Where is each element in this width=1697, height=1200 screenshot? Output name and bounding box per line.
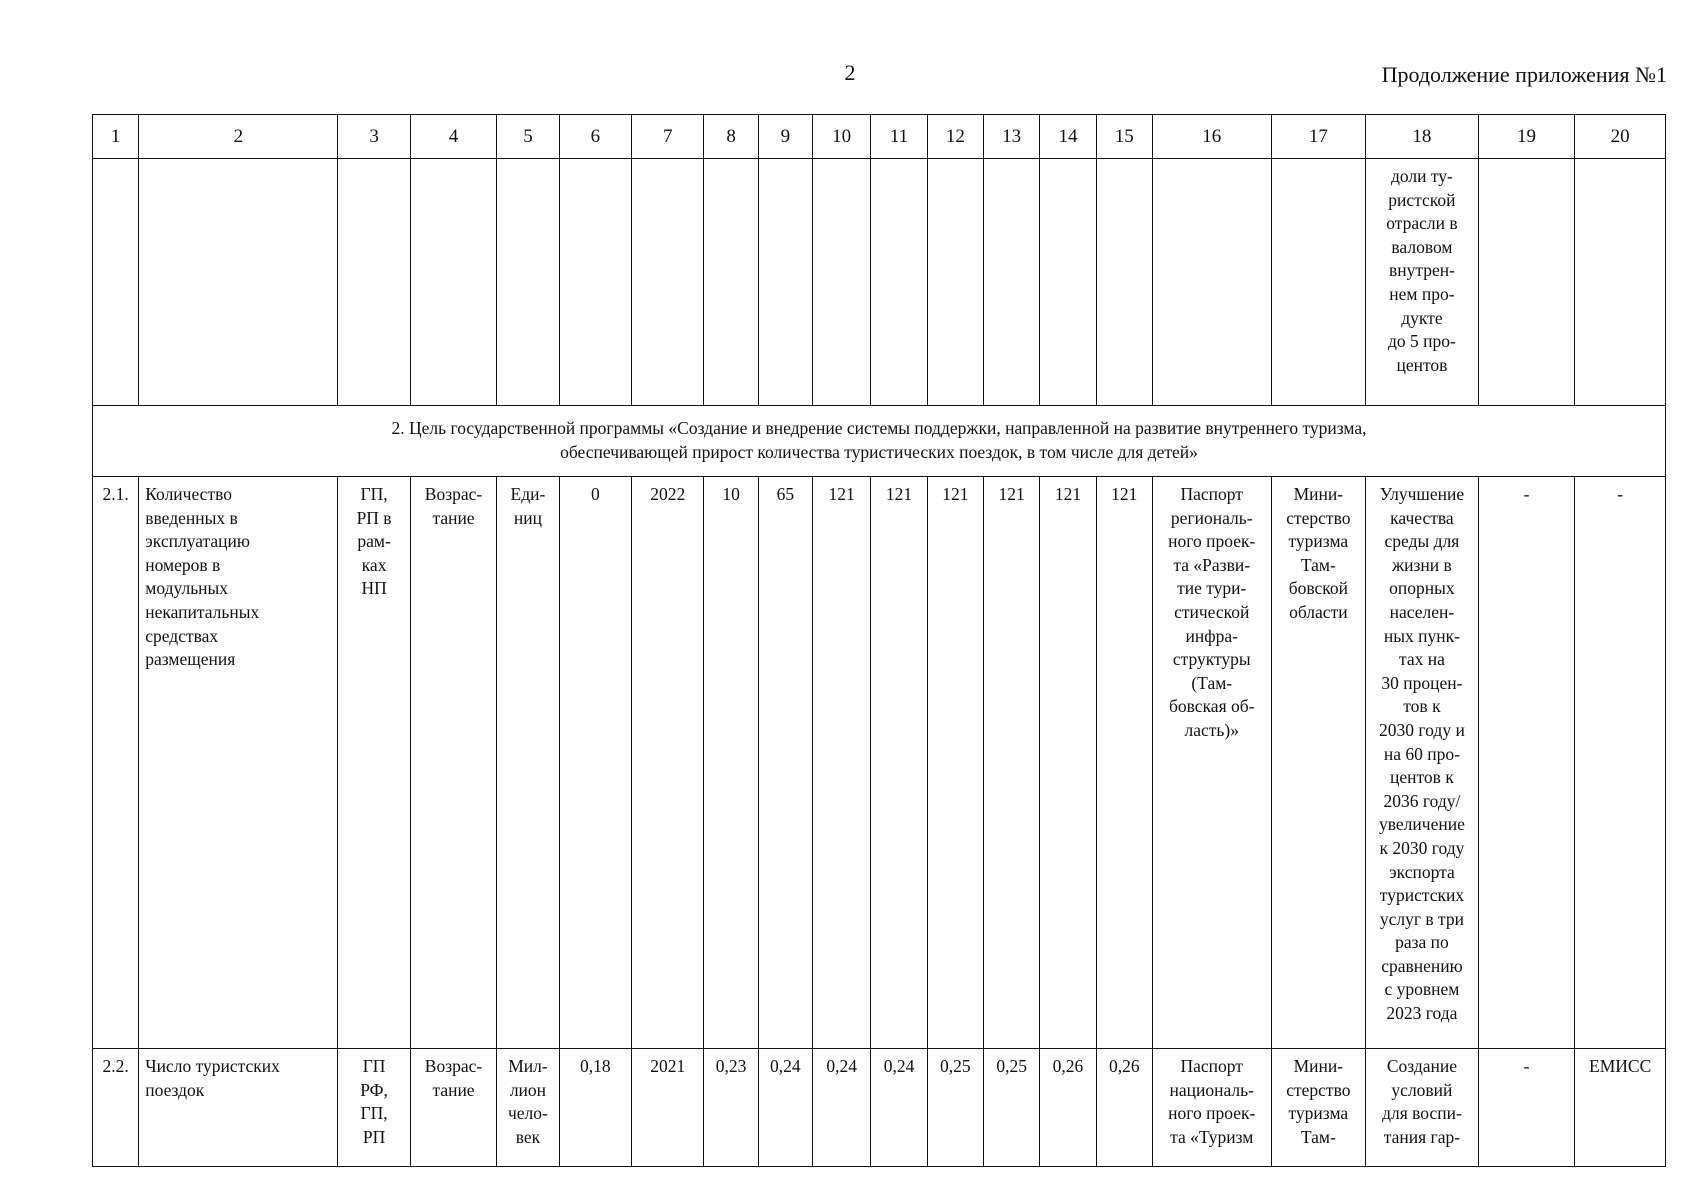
text-line: Мини-	[1293, 484, 1344, 504]
text-line: экспорта	[1389, 861, 1455, 882]
column-numbers-row	[93, 115, 1666, 159]
table-cell	[1575, 159, 1666, 406]
text-line: увеличение	[1379, 814, 1465, 835]
table-cell	[1478, 159, 1575, 406]
text-line: Улучшение	[1379, 484, 1465, 504]
yearly-value: 0,25	[927, 1049, 983, 1167]
text-line: Возрас-	[424, 484, 483, 504]
text-line: Там-	[1300, 554, 1336, 575]
table-cell	[1096, 159, 1152, 406]
text-line: ристской	[1388, 189, 1456, 210]
indicator-trend	[410, 1049, 496, 1167]
indicator-number: 2.1.	[93, 477, 139, 1049]
column-number: 3	[338, 115, 410, 159]
column-number: 6	[559, 115, 631, 159]
indicator-level	[338, 1049, 410, 1167]
yearly-value: 0,24	[871, 1049, 927, 1167]
text-line: поездок	[145, 1079, 205, 1100]
column-number: 13	[983, 115, 1039, 159]
continuation-label: Продолжение приложения №1	[1381, 62, 1667, 87]
text-line: центов	[1396, 354, 1448, 375]
text-line: Еди-	[510, 484, 546, 504]
text-line: тание	[432, 1079, 475, 1100]
text-line: тов к	[1403, 696, 1441, 717]
indicator-number: 2.2.	[93, 1049, 139, 1167]
text-line: 2036 году/	[1383, 790, 1461, 811]
text-line: националь-	[1169, 1079, 1254, 1100]
text-line: чело-	[507, 1103, 548, 1124]
text-line: РП в	[356, 507, 392, 528]
text-line: Создание	[1386, 1056, 1458, 1076]
yearly-value: 121	[1040, 477, 1096, 1049]
text-line: структуры	[1172, 649, 1251, 670]
indicator-unit	[497, 1049, 559, 1167]
text-line: 2030 году и	[1379, 719, 1465, 740]
goal-heading	[93, 406, 1666, 477]
text-line: к 2030 году	[1379, 837, 1465, 858]
text-line: тие тури-	[1177, 578, 1247, 599]
indicator-trend	[410, 477, 496, 1049]
text-line: услуг в три	[1379, 908, 1465, 929]
table-cell	[338, 159, 410, 406]
text-line: тах на	[1398, 649, 1445, 670]
continued-link-cell	[1366, 159, 1479, 406]
indicator-unit	[497, 477, 559, 1049]
table-cell	[704, 159, 758, 406]
text-line: туризма	[1288, 1103, 1349, 1124]
table-cell	[1040, 159, 1096, 406]
text-line: введенных в	[145, 507, 238, 528]
column-number: 20	[1575, 115, 1666, 159]
text-line: 2023 года	[1386, 1003, 1458, 1024]
goal-text-line: 2. Цель государственной программы «Создание и внедрение системы поддержки, направленной на развитие внутреннего туризма,	[391, 418, 1367, 439]
column-number: 18	[1366, 115, 1479, 159]
text-line: туризма	[1288, 531, 1349, 552]
text-line: стерство	[1286, 1079, 1351, 1100]
table-cell	[497, 159, 559, 406]
table-cell	[410, 159, 496, 406]
column-number: 10	[813, 115, 871, 159]
text-line: качества	[1390, 507, 1454, 528]
source-document	[1152, 477, 1271, 1049]
text-line: модульных	[145, 578, 229, 599]
text-line: ках	[361, 554, 387, 575]
yearly-value: 121	[1096, 477, 1152, 1049]
yearly-value: 0,24	[758, 1049, 812, 1167]
column-number: 14	[1040, 115, 1096, 159]
text-line: внутрен-	[1388, 260, 1455, 281]
text-line: ГП,	[360, 1103, 388, 1124]
text-line: условий	[1391, 1079, 1453, 1100]
linked-goal	[1366, 477, 1479, 1049]
text-line: инфра-	[1185, 625, 1238, 646]
yearly-value: 121	[927, 477, 983, 1049]
base-year: 2022	[632, 477, 704, 1049]
text-line: на 60 про-	[1383, 743, 1460, 764]
text-line: стерство	[1286, 507, 1351, 528]
text-line: для воспи-	[1382, 1103, 1462, 1124]
table-cell	[559, 159, 631, 406]
linked-goal	[1366, 1049, 1479, 1167]
text-line: Мил-	[508, 1056, 548, 1076]
indicator-row-2-1	[93, 477, 1666, 1049]
text-line: нем про-	[1389, 283, 1455, 304]
text-line: региональ-	[1170, 507, 1253, 528]
text-line: та «Туризм	[1170, 1126, 1254, 1147]
text-line: РФ,	[360, 1079, 388, 1100]
text-line: ГП	[362, 1056, 386, 1076]
text-line: НП	[361, 578, 387, 599]
column-number: 16	[1152, 115, 1271, 159]
text-line: опорных	[1389, 578, 1455, 599]
yearly-value: 0,24	[813, 1049, 871, 1167]
yearly-value: 0,25	[983, 1049, 1039, 1167]
column-number: 11	[871, 115, 927, 159]
yearly-value: 0,26	[1040, 1049, 1096, 1167]
text-line: валовом	[1391, 236, 1453, 257]
text-line: рам-	[357, 531, 391, 552]
text-line: среды для	[1384, 531, 1460, 552]
text-line: стической	[1174, 601, 1250, 622]
responsible-body	[1271, 477, 1366, 1049]
yearly-value: 121	[813, 477, 871, 1049]
text-line: бовской	[1288, 578, 1348, 599]
text-line: жизни в	[1392, 554, 1452, 575]
base-value: 0,18	[559, 1049, 631, 1167]
column-number: 7	[632, 115, 704, 159]
column-number: 1	[93, 115, 139, 159]
text-line: Возрас-	[424, 1056, 483, 1076]
text-line: ных пунк-	[1383, 625, 1460, 646]
text-line: Количество	[145, 484, 232, 504]
text-line: 30 процен-	[1381, 672, 1463, 693]
indicator-name	[139, 1049, 338, 1167]
indicator-row-2-2	[93, 1049, 1666, 1167]
column-number: 2	[139, 115, 338, 159]
text-line: доли ту-	[1390, 166, 1453, 186]
text-line: области	[1289, 601, 1348, 622]
text-line: размещения	[145, 649, 236, 670]
text-line: средствах	[145, 625, 219, 646]
column-number: 12	[927, 115, 983, 159]
column-number: 15	[1096, 115, 1152, 159]
table-cell	[813, 159, 871, 406]
text-line: дукте	[1401, 307, 1443, 328]
text-line: эксплуатацию	[145, 531, 250, 552]
text-line: Паспорт	[1180, 1056, 1243, 1076]
column-number: 4	[410, 115, 496, 159]
text-line: (Там-	[1191, 672, 1233, 693]
text-line: ного проек-	[1168, 1103, 1256, 1124]
text-line: та «Разви-	[1173, 554, 1251, 575]
column-number: 17	[1271, 115, 1366, 159]
col20-value: ЕМИСС	[1575, 1049, 1666, 1167]
table-cell	[758, 159, 812, 406]
text-line: ласть)»	[1184, 719, 1239, 740]
text-line: номеров в	[145, 554, 221, 575]
text-line: тание	[432, 507, 475, 528]
text-line: тания гар-	[1383, 1126, 1461, 1147]
column-number: 19	[1478, 115, 1575, 159]
text-line: раза по	[1395, 932, 1449, 953]
base-year: 2021	[632, 1049, 704, 1167]
column-number: 9	[758, 115, 812, 159]
text-line: с уровнем	[1384, 979, 1460, 1000]
base-value: 0	[559, 477, 631, 1049]
text-line: до 5 про-	[1388, 331, 1456, 352]
col19-value: -	[1478, 1049, 1575, 1167]
goal-text-line: обеспечивающей прирост количества туристических поездок, в том числе для детей»	[560, 442, 1198, 462]
yearly-value: 0,23	[704, 1049, 758, 1167]
indicators-table	[92, 114, 1666, 1167]
column-number: 5	[497, 115, 559, 159]
text-line: Паспорт	[1180, 484, 1243, 504]
continued-row	[93, 159, 1666, 406]
text-line: бовская об-	[1168, 696, 1255, 717]
table-cell	[1271, 159, 1366, 406]
text-line: Мини-	[1293, 1056, 1344, 1076]
source-document	[1152, 1049, 1271, 1167]
text-line: ниц	[513, 507, 542, 528]
text-line: центов к	[1390, 767, 1454, 788]
yearly-value: 121	[871, 477, 927, 1049]
col19-value: -	[1478, 477, 1575, 1049]
text-line: некапитальных	[145, 601, 260, 622]
yearly-value: 121	[983, 477, 1039, 1049]
responsible-body	[1271, 1049, 1366, 1167]
yearly-value: 0,26	[1096, 1049, 1152, 1167]
table-cell	[983, 159, 1039, 406]
yearly-value: 65	[758, 477, 812, 1049]
text-line: РП	[362, 1126, 386, 1147]
text-line: лион	[509, 1079, 547, 1100]
text-line: век	[515, 1126, 541, 1147]
table-cell	[871, 159, 927, 406]
text-line: населен-	[1389, 601, 1455, 622]
text-line: Число туристских	[145, 1056, 280, 1076]
text-line: ГП,	[360, 484, 388, 504]
table-cell	[1152, 159, 1271, 406]
table-cell	[632, 159, 704, 406]
text-line: ного проек-	[1168, 531, 1256, 552]
text-line: туристских	[1379, 885, 1465, 906]
indicator-name	[139, 477, 338, 1049]
table-cell	[139, 159, 338, 406]
table-cell	[93, 159, 139, 406]
page-number: 2	[844, 60, 856, 85]
indicator-level	[338, 477, 410, 1049]
col20-value: -	[1575, 477, 1666, 1049]
yearly-value: 10	[704, 477, 758, 1049]
goal-row	[93, 406, 1666, 477]
text-line: отрасли в	[1386, 213, 1458, 234]
text-line: Там-	[1300, 1126, 1336, 1147]
column-number: 8	[704, 115, 758, 159]
text-line: сравнению	[1381, 955, 1463, 976]
table-cell	[927, 159, 983, 406]
